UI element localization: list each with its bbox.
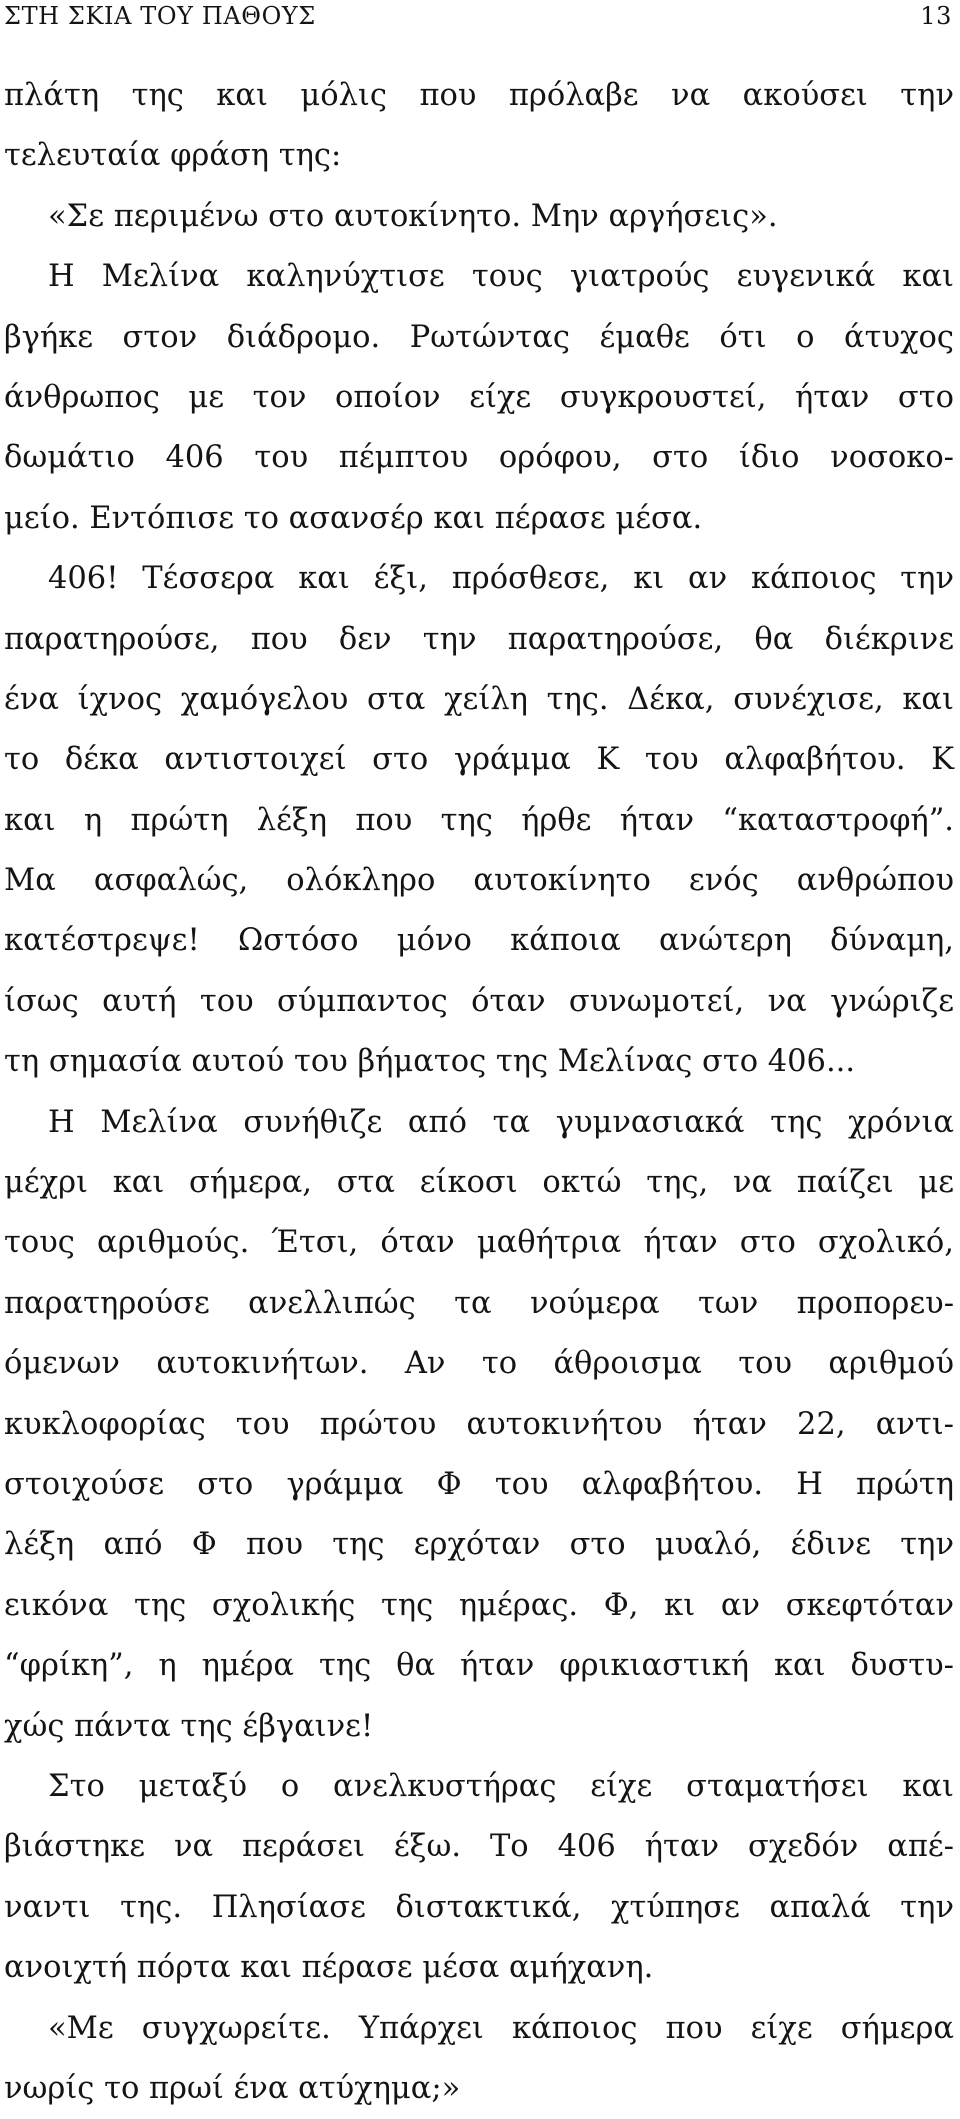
text-line: ναντι της. Πλησίασε διστακτικά, χτύπησε απαλά την bbox=[4, 1889, 954, 1925]
running-title: ΣΤΗ ΣΚΙΑ ΤΟΥ ΠΑΘΟΥΣ bbox=[4, 2, 316, 30]
text-line: χώς πάντα της έβγαινε! bbox=[4, 1708, 374, 1744]
text-line: ανοιχτή πόρτα και πέρασε μέσα αμήχανη. bbox=[4, 1950, 654, 1986]
body-text bbox=[4, 66, 954, 2119]
text-line: Η Μελίνα συνήθιζε από τα γυμνασιακά της χρόνια bbox=[48, 1104, 954, 1140]
page-number: 13 bbox=[920, 2, 952, 30]
text-line: “φρίκη”, η ημέρα της θα ήταν φρικιαστική και δυστυ- bbox=[4, 1648, 954, 1684]
text-line: και η πρώτη λέξη που της ήρθε ήταν “καταστροφή”. bbox=[4, 802, 954, 838]
text-line: όμενων αυτοκινήτων. Αν το άθροισμα του αριθμού bbox=[4, 1346, 954, 1382]
text-line: Στο μεταξύ ο ανελκυστήρας είχε σταματήσει και bbox=[48, 1768, 954, 1804]
text-line: μέχρι και σήμερα, στα είκοσι οκτώ της, να παίζει με bbox=[4, 1165, 954, 1201]
text-line: τους αριθμούς. Έτσι, όταν μαθήτρια ήταν στο σχολικό, bbox=[4, 1225, 954, 1261]
text-line: νωρίς το πρωί ένα ατύχημα;» bbox=[4, 2070, 461, 2106]
text-line: βγήκε στον διάδρομο. Ρωτώντας έμαθε ότι ο άτυχος bbox=[4, 319, 954, 355]
running-head bbox=[4, 2, 952, 34]
text-line: ένα ίχνος χαμόγελου στα χείλη της. Δέκα, συνέχισε, και bbox=[4, 681, 954, 717]
text-line: Η Μελίνα καληνύχτισε τους γιατρούς ευγενικά και bbox=[48, 259, 954, 295]
text-line: το δέκα αντιστοιχεί στο γράμμα Κ του αλφαβήτου. Κ bbox=[4, 742, 954, 778]
text-line: μείο. Εντόπισε το ασανσέρ και πέρασε μέσα. bbox=[4, 500, 703, 536]
text-line: στοιχούσε στο γράμμα Φ του αλφαβήτου. Η πρώτη bbox=[4, 1466, 954, 1502]
text-line: Μα ασφαλώς, ολόκληρο αυτοκίνητο ενός ανθρώπου bbox=[4, 863, 954, 899]
text-line: βιάστηκε να περάσει έξω. Το 406 ήταν σχεδόν απέ- bbox=[4, 1829, 954, 1865]
text-line: εικόνα της σχολικής της ημέρας. Φ, κι αν σκεφτόταν bbox=[4, 1587, 954, 1623]
text-line: λέξη από Φ που της ερχόταν στο μυαλό, έδινε την bbox=[4, 1527, 954, 1563]
text-line: δωμάτιο 406 του πέμπτου ορόφου, στο ίδιο νοσοκο- bbox=[4, 440, 954, 476]
text-line: 406! Τέσσερα και έξι, πρόσθεσε, κι αν κάποιος την bbox=[48, 561, 954, 597]
text-line: τη σημασία αυτού του βήματος της Μελίνας στο 406... bbox=[4, 1044, 856, 1080]
text-line: παρατηρούσε, που δεν την παρατηρούσε, θα διέκρινε bbox=[4, 621, 954, 657]
text-line: άνθρωπος με τον οποίον είχε συγκρουστεί, ήταν στο bbox=[4, 379, 954, 415]
text-line: τελευταία φράση της: bbox=[4, 138, 342, 174]
text-line: παρατηρούσε ανελλιπώς τα νούμερα των προπορευ- bbox=[4, 1285, 954, 1321]
text-line: κυκλοφορίας του πρώτου αυτοκινήτου ήταν 22, αντι- bbox=[4, 1406, 954, 1442]
text-line: «Με συγχωρείτε. Υπάρχει κάποιος που είχε σήμερα bbox=[48, 2010, 954, 2046]
text-line: πλάτη της και μόλις που πρόλαβε να ακούσει την bbox=[4, 78, 954, 113]
text-line: «Σε περιμένω στο αυτοκίνητο. Μην αργήσεις». bbox=[48, 198, 778, 234]
text-line: κατέστρεψε! Ωστόσο μόνο κάποια ανώτερη δύναμη, bbox=[4, 923, 954, 959]
text-line: ίσως αυτή του σύμπαντος όταν συνωμοτεί, να γνώριζε bbox=[4, 983, 954, 1019]
